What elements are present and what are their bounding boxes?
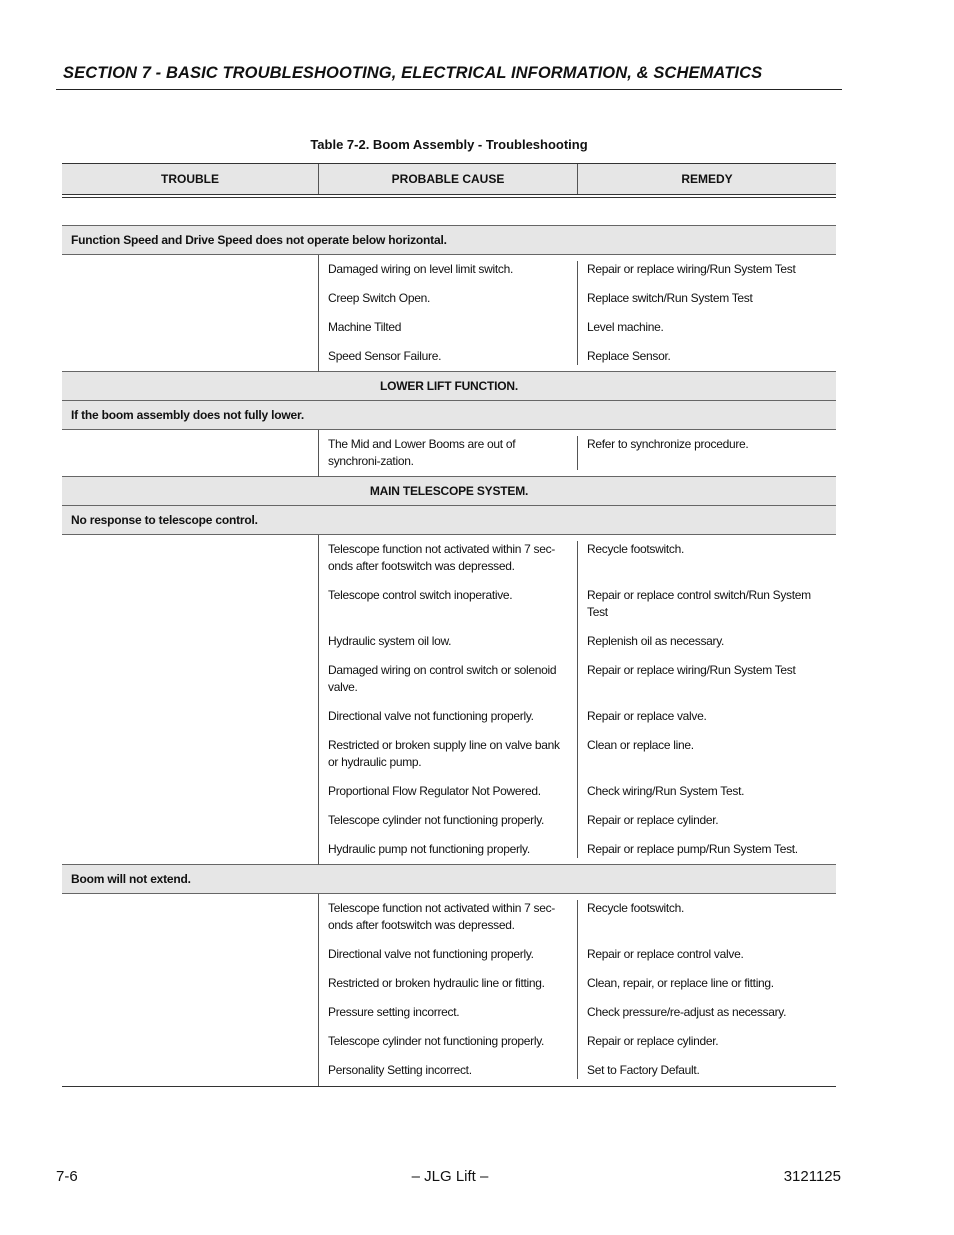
table-row [319, 278, 836, 307]
trouble-group [62, 535, 836, 865]
table-row [319, 771, 836, 800]
system-heading: MAIN TELESCOPE SYSTEM. [62, 476, 836, 506]
troubleshooting-table [62, 226, 836, 1087]
probable-cause-cell: Damaged wiring on level limit switch. [319, 261, 578, 278]
table-row [319, 575, 836, 621]
remedy-cell: Replenish oil as necessary. [587, 634, 725, 648]
column-header-trouble: TROUBLE [62, 164, 319, 194]
remedy-cell: Repair or replace cylinder. [587, 1034, 719, 1048]
probable-cause-cell: Directional valve not functioning properly. [319, 696, 578, 725]
header-separator [62, 197, 836, 198]
table-caption: Table 7-2. Boom Assembly - Troubleshooting [310, 137, 588, 152]
remedy-cell: Repair or replace control valve. [587, 947, 744, 961]
remedy-cell: Repair or replace wiring/Run System Test [587, 262, 796, 276]
remedy-cell: Repair or replace cylinder. [587, 813, 719, 827]
section-title: SECTION 7 - BASIC TROUBLESHOOTING, ELECTRICAL INFORMATION, & SCHEMATICS [63, 64, 763, 82]
probable-cause-cell: Hydraulic system oil low. [319, 621, 578, 650]
table-row [319, 261, 836, 278]
trouble-heading: Boom will not extend. [62, 864, 836, 894]
probable-cause-cell: Telescope cylinder not functioning properly. [319, 800, 578, 829]
probable-cause-cell: Telescope function not activated within 7 sec-onds after footswitch was depressed. [319, 541, 578, 575]
remedy-cell: Repair or replace valve. [587, 709, 707, 723]
probable-cause-cell: Machine Tilted [319, 307, 578, 336]
trouble-group [62, 430, 836, 477]
probable-cause-cell: Telescope cylinder not functioning properly. [319, 1021, 578, 1050]
remedy-cell: Level machine. [587, 320, 664, 334]
probable-cause-cell: Personality Setting incorrect. [319, 1050, 578, 1079]
probable-cause-cell: Restricted or broken supply line on valve bank or hydraulic pump. [319, 725, 578, 771]
probable-cause-cell: Damaged wiring on control switch or solenoid valve. [319, 650, 578, 696]
table-row [319, 1021, 836, 1050]
trouble-cell [62, 255, 319, 372]
system-heading: LOWER LIFT FUNCTION. [62, 371, 836, 401]
table-row [319, 992, 836, 1021]
trouble-group [62, 894, 836, 1086]
trouble-cell [62, 894, 319, 1086]
remedy-cell: Repair or replace control switch/Run System Test [587, 588, 811, 619]
table-header [62, 163, 836, 195]
remedy-cell: Recycle footswitch. [587, 901, 685, 915]
remedy-cell: Repair or replace wiring/Run System Test [587, 663, 796, 677]
section-rule [56, 89, 842, 90]
remedy-cell: Check wiring/Run System Test. [587, 784, 745, 798]
trouble-cell [62, 535, 319, 865]
probable-cause-cell: Restricted or broken hydraulic line or fitting. [319, 963, 578, 992]
probable-cause-cell: Creep Switch Open. [319, 278, 578, 307]
trouble-group [62, 255, 836, 372]
table-row [319, 621, 836, 650]
table-row [319, 963, 836, 992]
table-row [319, 900, 836, 934]
probable-cause-cell: Telescope control switch inoperative. [319, 575, 578, 621]
remedy-cell: Repair or replace pump/Run System Test. [587, 842, 798, 856]
table-row [319, 725, 836, 771]
document-number: 3121125 [783, 1168, 841, 1185]
probable-cause-cell: Pressure setting incorrect. [319, 992, 578, 1021]
table-row [319, 1050, 836, 1079]
trouble-heading: No response to telescope control. [62, 505, 836, 535]
remedy-cell: Clean or replace line. [587, 738, 694, 752]
remedy-cell: Replace Sensor. [587, 349, 671, 363]
probable-cause-cell: Telescope function not activated within 7 sec-onds after footswitch was depressed. [319, 900, 578, 934]
probable-cause-cell: Hydraulic pump not functioning properly. [319, 829, 578, 858]
table-row [319, 829, 836, 858]
trouble-cell [62, 430, 319, 477]
column-header-probable-cause: PROBABLE CAUSE [319, 164, 578, 194]
remedy-cell: Refer to synchronize procedure. [587, 437, 749, 451]
probable-cause-cell: The Mid and Lower Booms are out of synchroni-zation. [319, 436, 578, 470]
column-header-remedy: REMEDY [681, 172, 733, 186]
table-row [319, 307, 836, 336]
remedy-cell: Recycle footswitch. [587, 542, 685, 556]
table-bottom-rule [62, 1086, 836, 1087]
table-row [319, 650, 836, 696]
trouble-heading: If the boom assembly does not fully lower. [62, 400, 836, 430]
remedy-cell: Replace switch/Run System Test [587, 291, 753, 305]
page-number: 7-6 [56, 1168, 78, 1185]
table-row [319, 800, 836, 829]
trouble-heading: Function Speed and Drive Speed does not operate below horizontal. [62, 225, 836, 255]
table-row [319, 696, 836, 725]
table-row [319, 934, 836, 963]
probable-cause-cell: Speed Sensor Failure. [319, 336, 578, 365]
probable-cause-cell: Proportional Flow Regulator Not Powered. [319, 771, 578, 800]
remedy-cell: Set to Factory Default. [587, 1063, 700, 1077]
remedy-cell: Clean, repair, or replace line or fitting. [587, 976, 774, 990]
remedy-cell: Check pressure/re-adjust as necessary. [587, 1005, 787, 1019]
table-row [319, 336, 836, 365]
table-row [319, 541, 836, 575]
probable-cause-cell: Directional valve not functioning properly. [319, 934, 578, 963]
footer-brand: – JLG Lift – [411, 1168, 489, 1185]
table-row [319, 436, 836, 470]
